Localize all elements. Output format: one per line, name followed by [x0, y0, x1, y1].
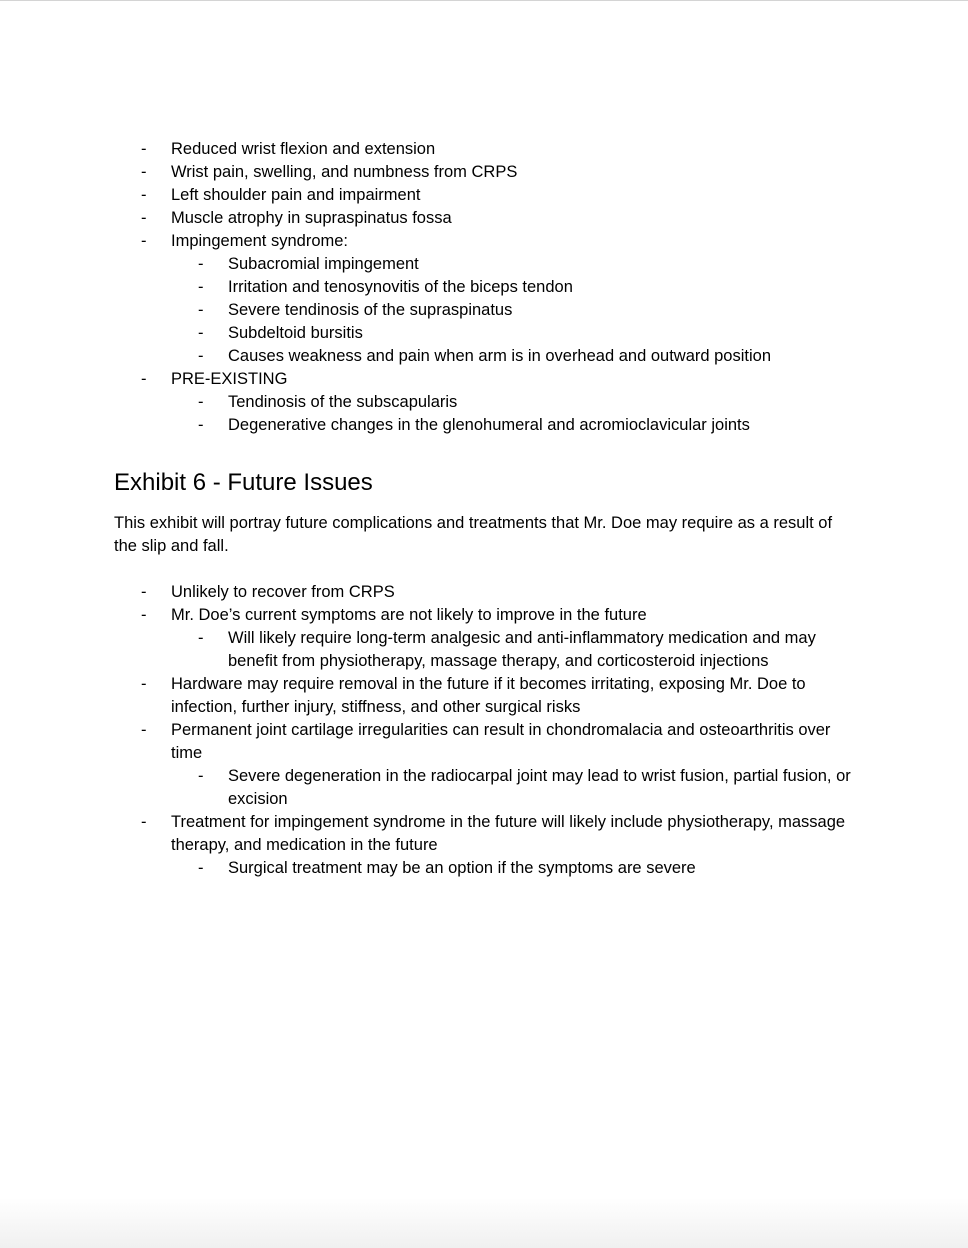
bullet-dash: -	[141, 675, 147, 693]
bullet-dash: -	[141, 721, 147, 739]
bullet-dash: -	[141, 186, 147, 204]
page-top-border	[0, 0, 968, 1]
bullet-dash: -	[198, 859, 204, 877]
list-item-text: Surgical treatment may be an option if the symptoms are severe	[228, 859, 696, 877]
list-item	[114, 673, 858, 719]
list-item-text: Subdeltoid bursitis	[228, 324, 363, 342]
sub-list-item	[114, 253, 858, 276]
list-item-text: Reduced wrist flexion and extension	[171, 140, 436, 158]
list-item-text: Will likely require long-term analgesic and anti-inflammatory medication and may benefit from physiotherapy, massage therapy, and corticosteroid injections	[228, 629, 816, 670]
bullet-dash: -	[198, 767, 204, 785]
list-item-text: Unlikely to recover from CRPS	[171, 583, 395, 601]
bullet-dash: -	[141, 232, 147, 250]
list-item-text: Impingement syndrome:	[171, 232, 348, 250]
list-item	[114, 811, 858, 857]
bullet-dash: -	[141, 813, 147, 831]
section-intro: This exhibit will portray future complications and treatments that Mr. Doe may require as a result of the slip and fall.	[114, 514, 833, 555]
list-item	[114, 207, 858, 230]
injury-list	[114, 138, 858, 437]
list-item-text: PRE-EXISTING	[171, 370, 288, 388]
bullet-dash: -	[198, 278, 204, 296]
sub-list-item	[114, 276, 858, 299]
bullet-dash: -	[141, 606, 147, 624]
bullet-dash: -	[141, 370, 147, 388]
bullet-dash: -	[198, 347, 204, 365]
list-item-text: Treatment for impingement syndrome in the future will likely include physiotherapy, massage therapy, and medication in the future	[171, 813, 846, 854]
list-item-text: Left shoulder pain and impairment	[171, 186, 421, 204]
bullet-dash: -	[141, 163, 147, 181]
list-item	[114, 161, 858, 184]
bullet-dash: -	[141, 140, 147, 158]
list-item	[114, 581, 858, 604]
sub-list-item	[114, 414, 858, 437]
list-item	[114, 230, 858, 253]
list-item-text: Mr. Doe’s current symptoms are not likely to improve in the future	[171, 606, 647, 624]
list-item-text: Hardware may require removal in the future if it becomes irritating, exposing Mr. Doe to infection, further injury, stiffness, and other surgical risks	[171, 675, 806, 716]
list-item-text: Degenerative changes in the glenohumeral and acromioclavicular joints	[228, 416, 750, 434]
list-item	[114, 184, 858, 207]
list-item	[114, 368, 858, 391]
list-item-text: Severe tendinosis of the supraspinatus	[228, 301, 513, 319]
bullet-dash: -	[198, 416, 204, 434]
list-item	[114, 719, 858, 765]
future-issues-list	[114, 581, 858, 880]
list-item-text: Wrist pain, swelling, and numbness from CRPS	[171, 163, 518, 181]
bullet-dash: -	[198, 255, 204, 273]
list-item-text: Muscle atrophy in supraspinatus fossa	[171, 209, 452, 227]
list-item-text: Permanent joint cartilage irregularities can result in chondromalacia and osteoarthritis over time	[171, 721, 831, 762]
sub-list-item	[114, 627, 858, 673]
list-item-text: Irritation and tenosynovitis of the biceps tendon	[228, 278, 573, 296]
section-heading: Exhibit 6 - Future Issues	[114, 469, 373, 496]
list-item-text: Severe degeneration in the radiocarpal joint may lead to wrist fusion, partial fusion, or excision	[228, 767, 851, 808]
bullet-dash: -	[198, 324, 204, 342]
list-item-text: Subacromial impingement	[228, 255, 419, 273]
list-item-text: Tendinosis of the subscapularis	[228, 393, 458, 411]
list-item	[114, 604, 858, 627]
sub-list-item	[114, 322, 858, 345]
list-item	[114, 138, 858, 161]
sub-list-item	[114, 391, 858, 414]
sub-list-item	[114, 345, 858, 368]
page-bottom-shadow	[0, 1198, 968, 1248]
document-page	[114, 138, 858, 880]
bullet-dash: -	[141, 209, 147, 227]
bullet-dash: -	[198, 393, 204, 411]
bullet-dash: -	[141, 583, 147, 601]
bullet-dash: -	[198, 629, 204, 647]
sub-list-item	[114, 299, 858, 322]
sub-list-item	[114, 857, 858, 880]
list-item-text: Causes weakness and pain when arm is in overhead and outward position	[228, 347, 771, 365]
sub-list-item	[114, 765, 858, 811]
bullet-dash: -	[198, 301, 204, 319]
